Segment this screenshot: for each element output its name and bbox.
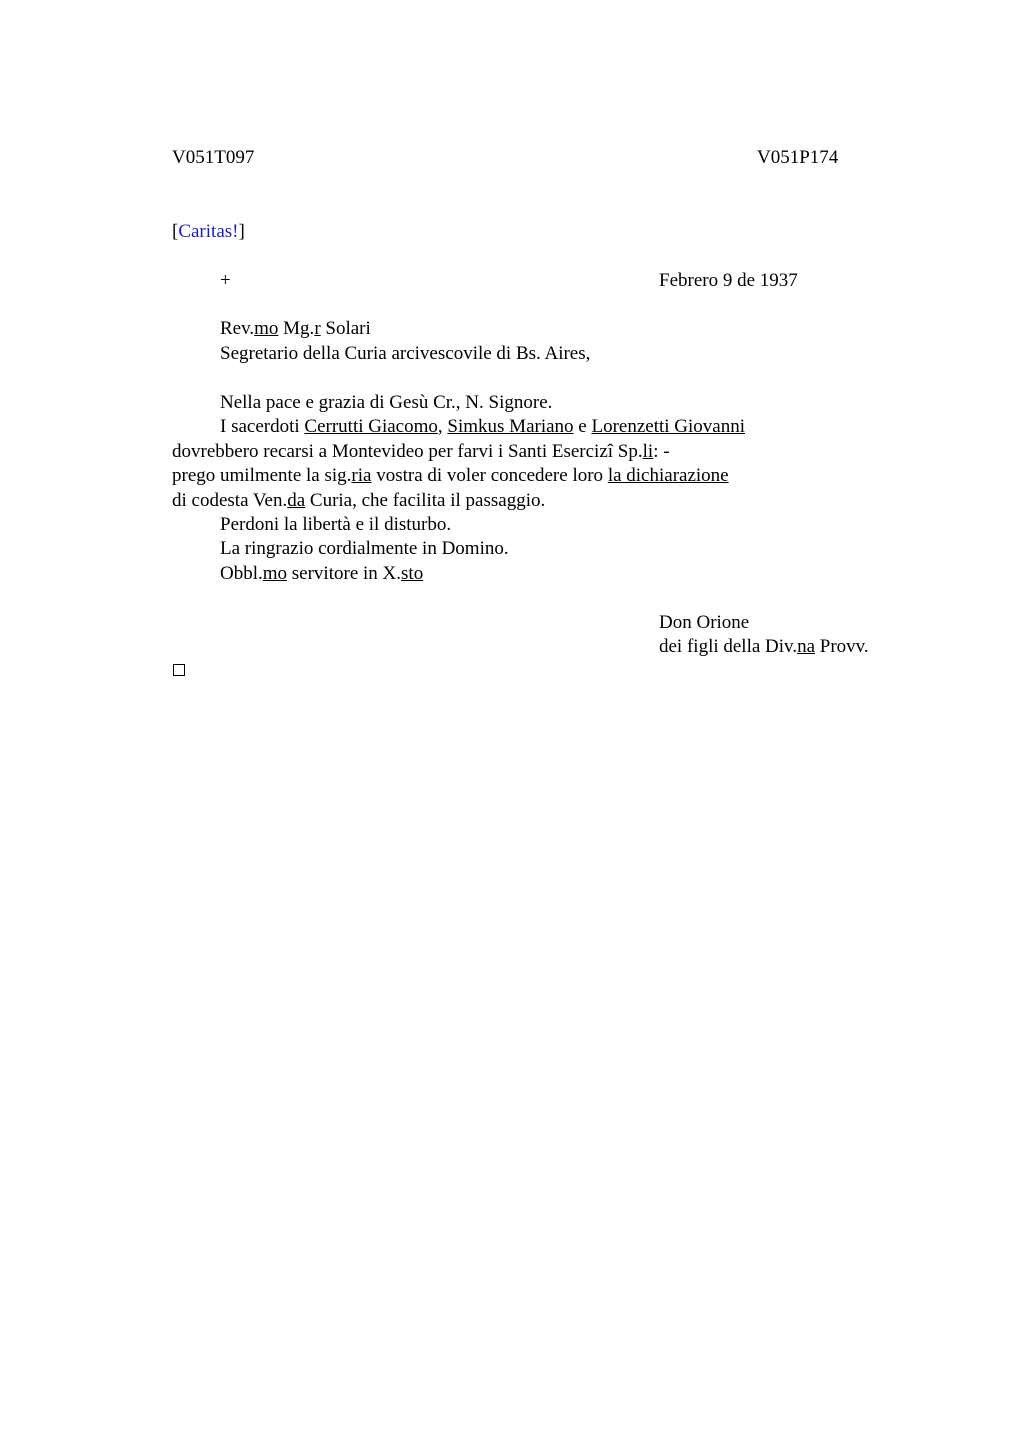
caritas-word: Caritas! <box>178 221 239 242</box>
body-line-1: I sacerdoti Cerrutti Giacomo, Simkus Mariano e Lorenzetti Giovanni <box>220 416 746 437</box>
signature-name: Don Orione <box>659 612 750 633</box>
document-code-left: V051T097 <box>172 147 255 168</box>
priest-name-2: Simkus Mariano <box>447 416 574 437</box>
bracket-open: [ <box>172 221 179 242</box>
bracket-close: ] <box>238 221 245 242</box>
document-code-right: V051P174 <box>757 147 839 168</box>
greeting-line: Nella pace e grazia di Gesù Cr., N. Signore. <box>220 392 553 413</box>
body-line-6: La ringrazio cordialmente in Domino. <box>220 538 509 559</box>
letter-date: Febrero 9 de 1937 <box>659 270 798 291</box>
cross-symbol: + <box>220 270 231 291</box>
addressee-line-2: Segretario della Curia arcivescovile di Bs. Aires, <box>220 343 591 364</box>
caritas-heading <box>172 220 245 244</box>
addressee-line-1: Rev.mo Mg.r Solari <box>220 318 371 339</box>
closing-line: Obbl.mo servitore in X.sto <box>220 563 424 584</box>
body-line-5: Perdoni la libertà e il disturbo. <box>220 514 452 535</box>
signature-title: dei figli della Div.na Provv. <box>659 636 869 657</box>
end-marker-box-icon <box>173 664 185 676</box>
body-line-4: di codesta Ven.da Curia, che facilita il passaggio. <box>172 490 546 511</box>
body-line-3: prego umilmente la sig.ria vostra di voler concedere loro la dichiarazione <box>172 465 729 486</box>
priest-name-3: Lorenzetti Giovanni <box>591 416 746 437</box>
body-line-2: dovrebbero recarsi a Montevideo per farvi i Santi Esercizi Sp.li: - <box>172 441 670 462</box>
priest-name-1: Cerrutti Giacomo <box>304 416 438 437</box>
